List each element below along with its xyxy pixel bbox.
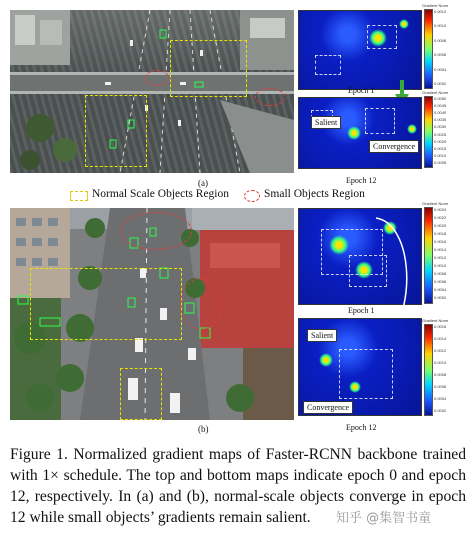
salient-label: Salient bbox=[307, 329, 337, 342]
region-box bbox=[315, 55, 341, 75]
colorbar-tick-label: 0.0018 bbox=[434, 231, 447, 236]
colorbar-title-a-bottom: Gradient Norm bbox=[422, 90, 449, 95]
colorbar-tick-label: 0.0012 bbox=[434, 255, 447, 260]
small-objects-region-ellipse bbox=[180, 278, 222, 330]
small-objects-region-ellipse bbox=[120, 212, 192, 250]
epoch-label-a-bottom: Epoch 12 bbox=[346, 176, 377, 185]
colorbar-tick-label: 0.0035 bbox=[434, 117, 447, 123]
region-box bbox=[365, 108, 395, 134]
colorbar-tick-label: 0.0002 bbox=[434, 408, 447, 413]
colorbar-tick-label: 0.0006 bbox=[434, 384, 447, 389]
colorbar-a-top bbox=[424, 9, 433, 89]
colorbar-tick-label: 0.0002 bbox=[434, 81, 447, 86]
colorbar-tick-label: 0.0020 bbox=[434, 223, 447, 228]
colorbar-tick-label: 0.0010 bbox=[434, 263, 447, 268]
convergence-label: Convergence bbox=[303, 401, 353, 414]
small-region-swatch bbox=[244, 190, 260, 202]
colorbar-tick-label: 0.0004 bbox=[434, 396, 447, 401]
subfigure-label-a: (a) bbox=[198, 178, 208, 188]
colorbar-tick-label: 0.0020 bbox=[434, 138, 447, 144]
epoch-label-b-top: Epoch 1 bbox=[348, 306, 375, 315]
colorbar-tick-label: 0.0008 bbox=[434, 271, 447, 276]
colorbar-tick-label: 0.0002 bbox=[434, 295, 447, 300]
colorbar-a-bottom bbox=[424, 96, 433, 168]
convergence-label: Convergence bbox=[369, 140, 419, 153]
region-box bbox=[339, 349, 393, 399]
colorbar-tick-label: 0.0025 bbox=[434, 131, 447, 137]
colorbar-tick-label: 0.0010 bbox=[434, 152, 447, 158]
heatmap-a-epoch12 bbox=[298, 97, 422, 169]
normal-region-swatch bbox=[70, 191, 88, 201]
legend-normal-label: Normal Scale Objects Region bbox=[92, 188, 230, 200]
small-objects-region-ellipse bbox=[255, 88, 285, 106]
caption-text: Figure 1. Normalized gradient maps of Faster-RCNN backbone trained with 1× schedule. The top and bottom maps indicate epoch 0 and epoch 12, respectively. In (a) and (b), normal-scale objects converge in epoch 12 while small objects’ gradients remain salient. bbox=[10, 446, 466, 526]
aerial-photo-b bbox=[10, 208, 294, 420]
subfigure-label-b: (b) bbox=[198, 424, 209, 434]
colorbar-tick-label: 0.0014 bbox=[434, 336, 447, 341]
legend-small-label: Small Objects Region bbox=[264, 188, 365, 200]
colorbar-tick-label: 0.0024 bbox=[434, 207, 447, 212]
colorbar-tick-label: 0.0030 bbox=[434, 124, 447, 130]
normal-region-box bbox=[170, 40, 247, 97]
salient-label: Salient bbox=[311, 116, 341, 129]
epoch-label-a-top: Epoch 1 bbox=[348, 86, 375, 95]
region-box bbox=[367, 25, 397, 49]
colorbar-tick-label: 0.0010 bbox=[434, 360, 447, 365]
colorbar-tick-label: 0.0004 bbox=[434, 66, 447, 72]
colorbar-title-b-bottom: Gradient Norm bbox=[422, 318, 449, 323]
colorbar-tick-label: 0.0040 bbox=[434, 110, 447, 116]
heatmap-a-epoch1 bbox=[298, 10, 422, 90]
colorbar-title-b-top: Gradient Norm bbox=[422, 201, 449, 206]
colorbar-tick-label: 0.0005 bbox=[434, 160, 447, 165]
aerial-photo-a bbox=[10, 10, 294, 173]
normal-region-box bbox=[120, 368, 162, 420]
gradient-hotspot bbox=[319, 353, 333, 367]
heatmap-b-epoch12 bbox=[298, 318, 422, 416]
gradient-hotspot bbox=[407, 124, 417, 134]
colorbar-tick-label: 0.0006 bbox=[434, 52, 447, 58]
colorbar-tick-label: 0.0015 bbox=[434, 145, 447, 151]
colorbar-tick-label: 0.0008 bbox=[434, 372, 447, 377]
colorbar-tick-label: 0.0016 bbox=[434, 324, 447, 329]
colorbar-tick-label: 0.0010 bbox=[434, 23, 447, 29]
colorbar-tick-label: 0.0050 bbox=[434, 96, 447, 101]
figure-legend bbox=[70, 186, 410, 204]
colorbar-tick-label: 0.0004 bbox=[434, 287, 447, 292]
colorbar-tick-label: 0.0008 bbox=[434, 37, 447, 43]
aerial-photo-a-drawing bbox=[10, 10, 294, 173]
normal-region-box bbox=[85, 95, 147, 167]
colorbar-tick-label: 0.0045 bbox=[434, 103, 447, 109]
normal-region-box bbox=[30, 268, 182, 340]
colorbar-b-top bbox=[424, 207, 433, 304]
colorbar-b-bottom bbox=[424, 324, 433, 416]
colorbar-tick-label: 0.0012 bbox=[434, 9, 447, 14]
colorbar-tick-label: 0.0022 bbox=[434, 215, 447, 220]
gradient-hotspot bbox=[347, 126, 361, 140]
colorbar-tick-label: 0.0006 bbox=[434, 279, 447, 284]
colorbar-tick-label: 0.0012 bbox=[434, 348, 447, 353]
colorbar-tick-label: 0.0014 bbox=[434, 247, 447, 252]
small-objects-region-ellipse bbox=[145, 70, 169, 86]
epoch-label-b-bottom: Epoch 12 bbox=[346, 423, 377, 432]
colorbar-title-a-top: Gradient Norm bbox=[422, 3, 449, 8]
colorbar-tick-label: 0.0016 bbox=[434, 239, 447, 244]
gradient-hotspot bbox=[399, 19, 409, 29]
watermark: 知乎 @集智书童 bbox=[336, 511, 432, 526]
